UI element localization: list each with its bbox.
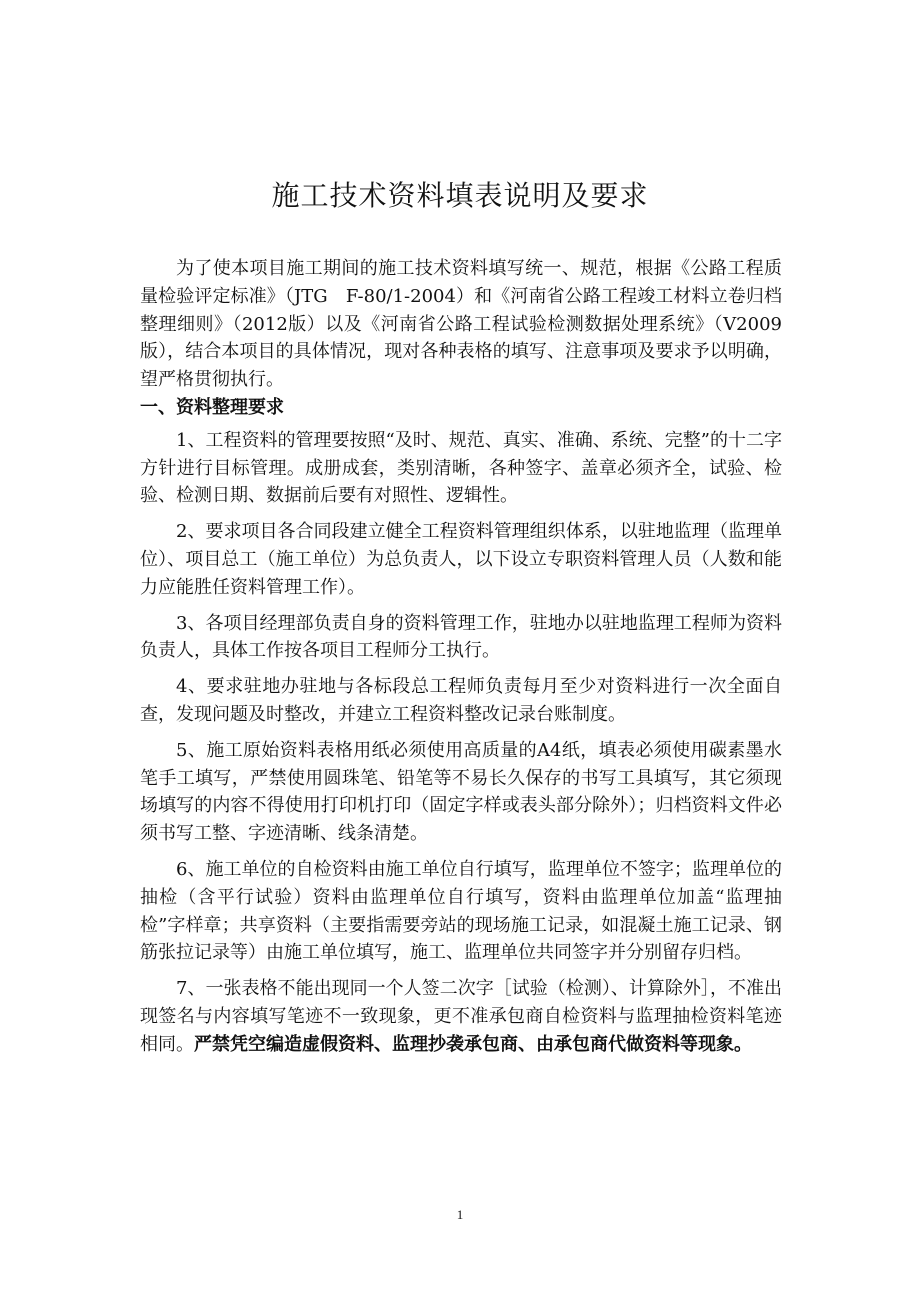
page-number: 1 — [456, 1207, 464, 1222]
requirement-item-5: 5、施工原始资料表格用纸必须使用高质量的A4纸，填表必须使用碳素墨水笔手工填写，严禁使用圆珠笔、铅笔等不易长久保存的书写工具填写，其它须现场填写的内容不得使用打印机打印（固定字样或表头部分除外）；归档资料文件必须书写工整、字迹清晰、线条清楚。 — [140, 739, 782, 845]
intro-paragraph: 为了使本项目施工期间的施工技术资料填写统一、规范，根据《公路工程质量检验评定标准》（JTG F-80/1-2004）和《河南省公路工程竣工材料立卷归档整理细则》（2012版）以及《河南省公路工程试验检测数据处理系统》（V2009版），结合本项目的具体情况，现对各种表格的填写、注意事项及要求予以明确，望严格贯彻执行。 — [140, 258, 782, 391]
document-body — [140, 255, 782, 1067]
requirement-item-2: 2、要求项目各合同段建立健全工程资料管理组织体系，以驻地监理（监理单位）、项目总工（施工单位）为总负责人，以下设立专职资料管理人员（人数和能力应能胜任资料管理工作）。 — [140, 521, 782, 598]
document-title: 施工技术资料填表说明及要求 — [271, 179, 649, 212]
requirement-item-7 — [140, 975, 782, 1058]
section-heading: 一、资料整理要求 — [140, 396, 284, 418]
requirement-item-6: 6、施工单位的自检资料由施工单位自行填写，监理单位不签字；监理单位的抽检（含平行试验）资料由监理单位自行填写，资料由监理单位加盖“监理抽检”字样章；共享资料（主要指需要旁站的现场施工记录，如混凝土施工记录、钢筋张拉记录等）由施工单位填写，施工、监理单位共同签字并分别留存归档。 — [140, 858, 782, 964]
requirement-item-4: 4、要求驻地办驻地与各标段总工程师负责每月至少对资料进行一次全面自查，发现问题及时整改，并建立工程资料整改记录台账制度。 — [140, 676, 782, 725]
requirement-item-1: 1、工程资料的管理要按照“及时、规范、真实、准确、系统、完整”的十二字方针进行目标管理。成册成套，类别清晰，各种签字、盖章必须齐全，试验、检验、检测日期、数据前后要有对照性、逻辑性。 — [140, 429, 782, 507]
requirement-item-3: 3、各项目经理部负责自身的资料管理工作，驻地办以驻地监理工程师为资料负责人，具体工作按各项目工程师分工执行。 — [140, 612, 782, 662]
item-7-emphasis: 严禁凭空编造虚假资料、监理抄袭承包商、由承包商代做资料等现象。 — [194, 1033, 752, 1055]
item-7-text: 7、一张表格不能出现同一个人签二次字［试验（检测）、计算除外］，不准出现签名与内容填写笔迹不一致现象，更不准承包商自检资料与监理抽检资料笔迹相同。 — [140, 978, 782, 1055]
